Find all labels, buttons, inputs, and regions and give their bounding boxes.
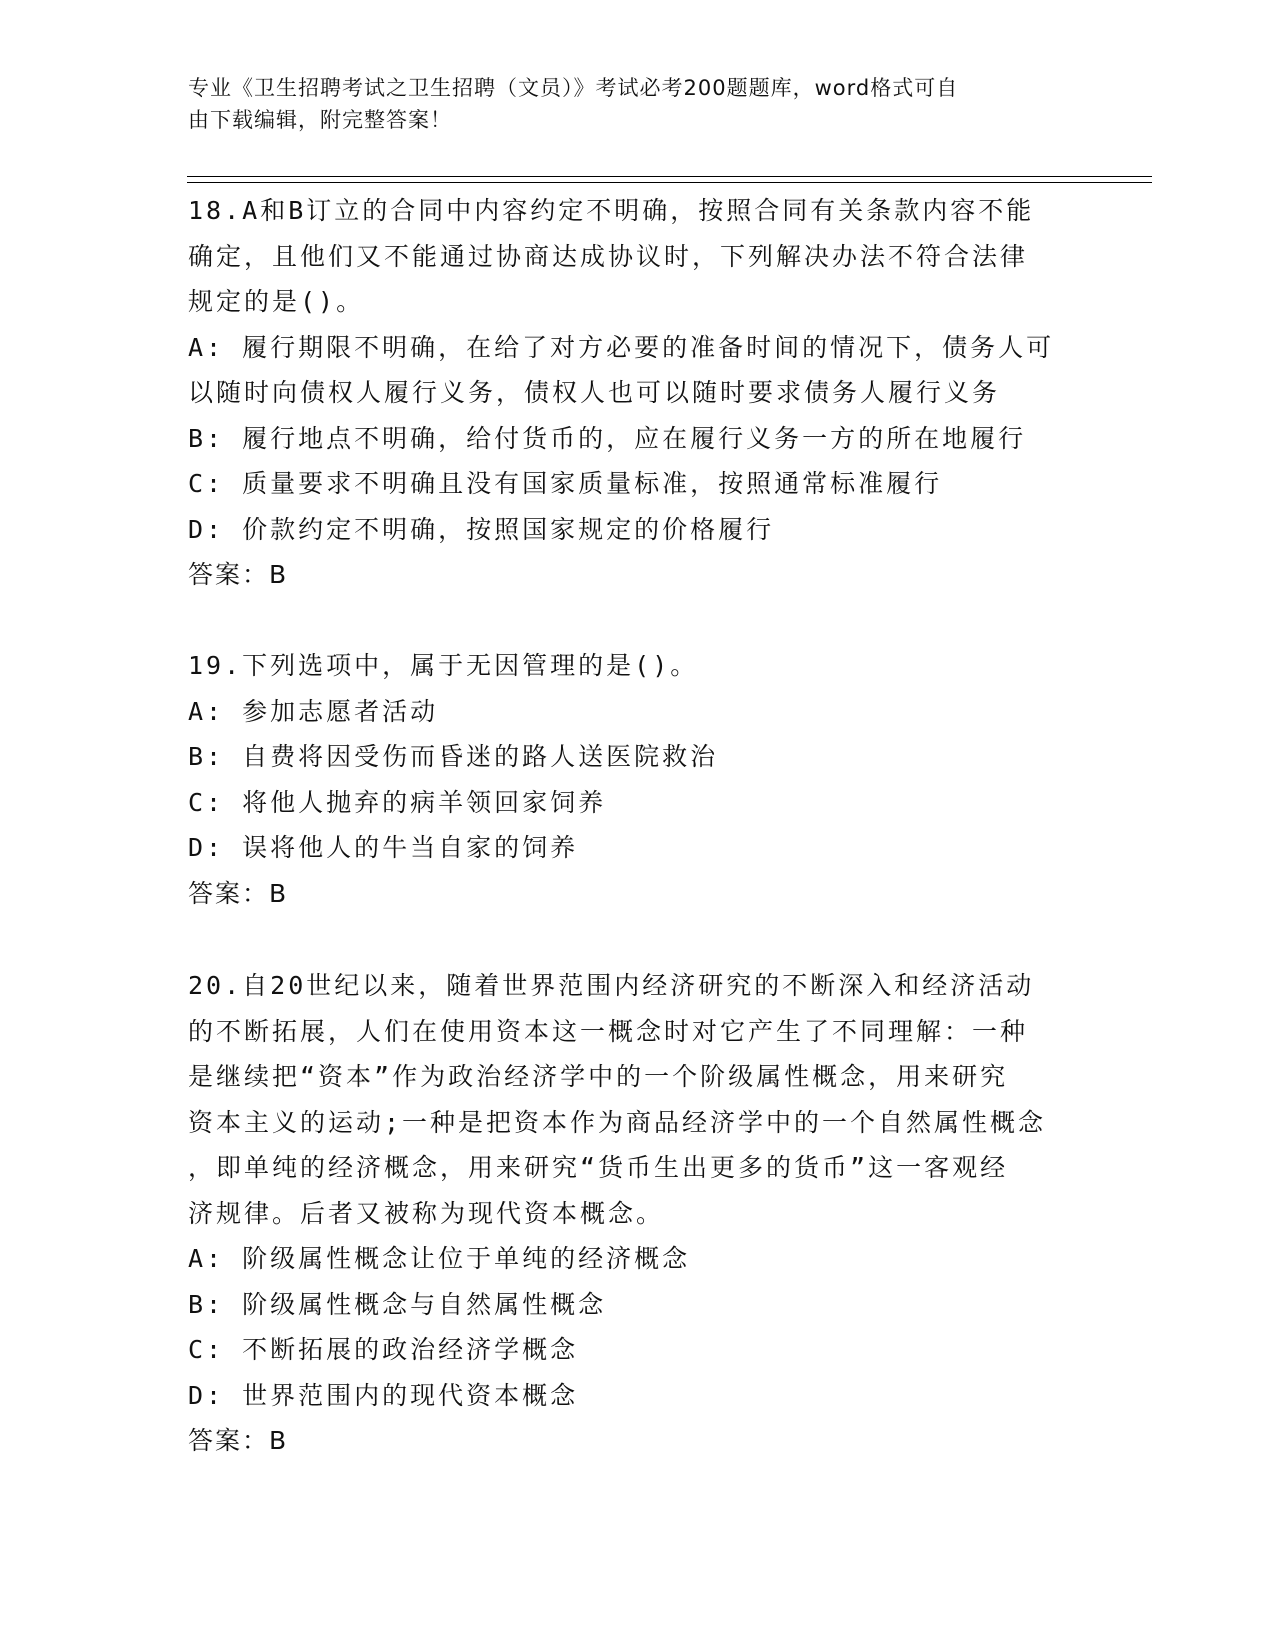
option-c: C: 不断拓展的政治经济学概念: [188, 1335, 579, 1364]
option-a: A: 参加志愿者活动: [188, 696, 439, 726]
question-stem-line: 济规律。后者又被称为现代资本概念。: [188, 1198, 665, 1228]
answer-label: 答案：B: [188, 560, 289, 589]
document-header: [188, 72, 1068, 136]
option-d: D: 世界范围内的现代资本概念: [188, 1380, 579, 1410]
question-stem-line: 的不断拓展，人们在使用资本这一概念时对它产生了不同理解：一种: [188, 1016, 1029, 1046]
question-block: [188, 643, 1068, 916]
header-line: 由下载编辑，附完整答案！: [188, 108, 452, 132]
answer-label: 答案：B: [188, 878, 289, 908]
header-line: 专业《卫生招聘考试之卫生招聘（文员）》考试必考200题题库，word格式可自: [188, 76, 959, 100]
header-divider: [187, 176, 1152, 177]
option-a: A: 履行期限不明确，在给了对方必要的准备时间的情况下，债务人可: [188, 332, 1055, 362]
question-stem-line: 资本主义的运动;一种是把资本作为商品经济学中的一个自然属性概念: [188, 1107, 1047, 1137]
answer-label: 答案：B: [188, 1426, 289, 1455]
question-stem-line: ，即单纯的经济概念，用来研究“货币生出更多的货币”这一客观经: [188, 1153, 1009, 1182]
option-d: D: 误将他人的牛当自家的饲养: [188, 833, 579, 862]
header-divider: [187, 182, 1152, 183]
option-a: A: 阶级属性概念让位于单纯的经济概念: [188, 1244, 691, 1273]
question-stem-line: 18.A和B订立的合同中内容约定不明确，按照合同有关条款内容不能: [188, 196, 1035, 225]
option-c: C: 质量要求不明确且没有国家质量标准，按照通常标准履行: [188, 469, 943, 498]
option-b: B: 履行地点不明确，给付货币的，应在履行义务一方的所在地履行: [188, 423, 1027, 453]
question-stem-line: 确定，且他们又不能通过协商达成协议时，下列解决办法不符合法律: [188, 241, 1029, 271]
question-block: [188, 188, 1068, 598]
option-b: B: 自费将因受伤而昏迷的路人送医院救治: [188, 742, 719, 771]
option-c: C: 将他人抛弃的病羊领回家饲养: [188, 787, 607, 817]
question-stem-line: 规定的是()。: [188, 287, 365, 316]
option-b: B: 阶级属性概念与自然属性概念: [188, 1289, 607, 1319]
question-block: [188, 963, 1068, 1464]
question-stem-line: 20.自20世纪以来，随着世界范围内经济研究的不断深入和经济活动: [188, 971, 1035, 1000]
option-a-continued: 以随时向债权人履行义务，债权人也可以随时要求债务人履行义务: [188, 378, 1001, 407]
question-stem-line: 19.下列选项中，属于无因管理的是()。: [188, 651, 699, 680]
option-d: D: 价款约定不明确，按照国家规定的价格履行: [188, 514, 775, 544]
question-stem-line: 是继续把“资本”作为政治经济学中的一个阶级属性概念，用来研究: [188, 1062, 1009, 1091]
